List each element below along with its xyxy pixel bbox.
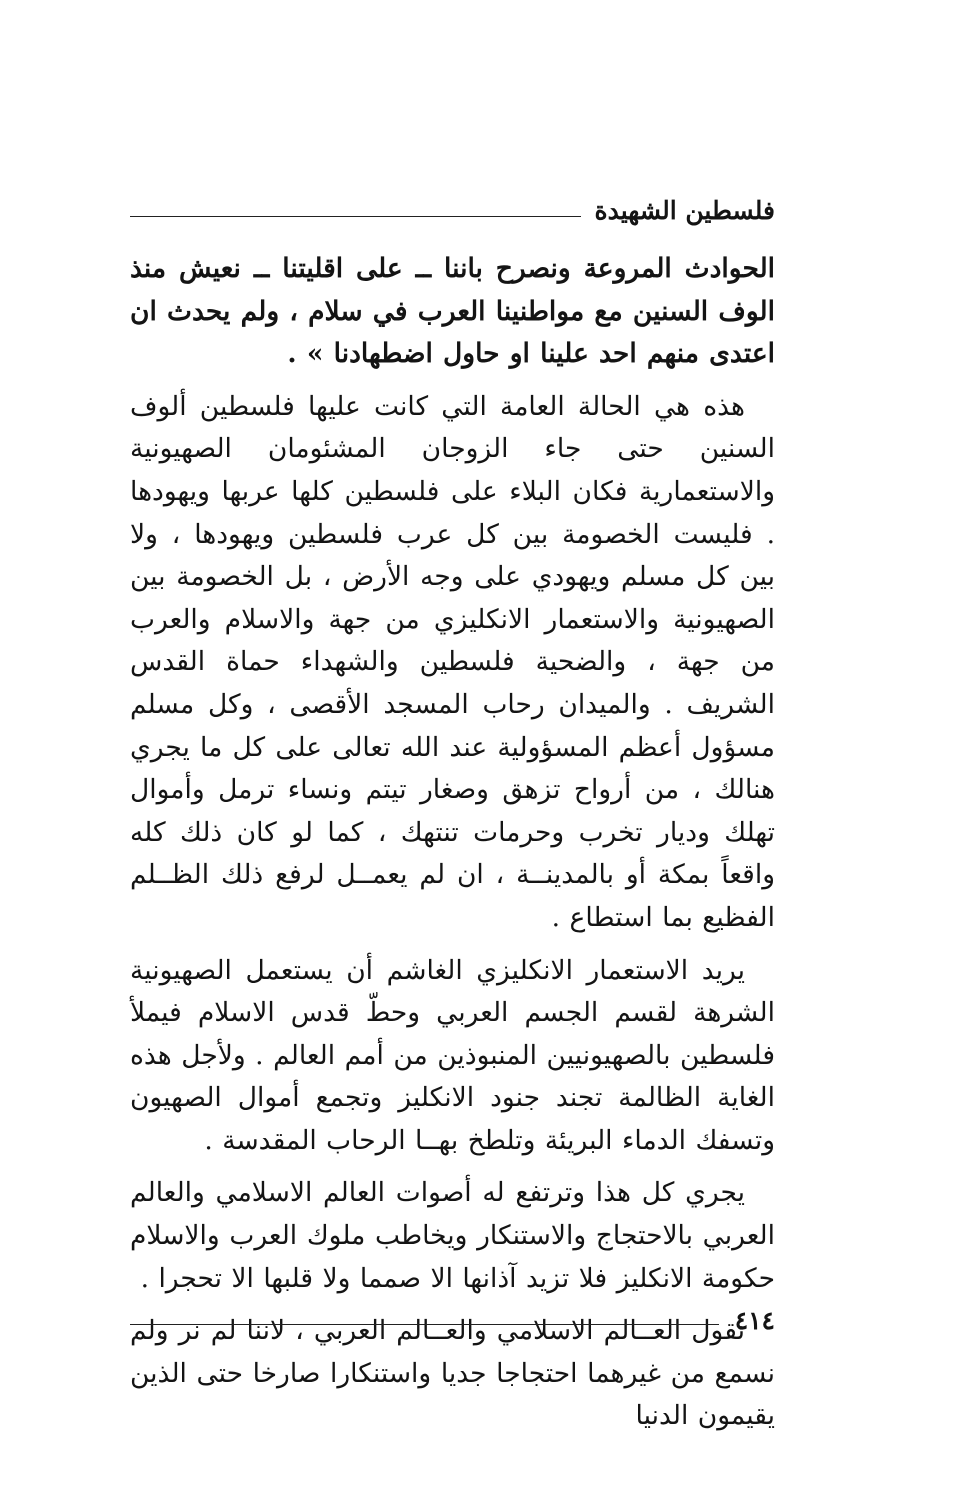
header-rule — [130, 216, 581, 217]
paragraph-gap — [130, 376, 775, 386]
paragraph-gap — [130, 1162, 775, 1172]
paragraph-4: يجري كل هذا وترتفع له أصوات العالم الاسلامي والعالم العربي بالاحتجاج والاستنكار ويخاطب ملوك العرب والاسلام حكومة الانكليز فلا تزيد آذانها الا صمما ولا قلبها الا تحجرا . — [130, 1177, 775, 1294]
paragraph-1: الحوادث المروعة ونصرح باننا ــ على اقليتنا ــ نعيش منذ الوف السنين مع مواطنينا العرب في سلام ، ولم يحدث ان اعتدى منهم احد علينا او حاول اضطهادنا » . — [130, 253, 775, 370]
footer-rule — [130, 1324, 719, 1325]
paragraph-gap — [130, 940, 775, 950]
page-footer — [130, 1300, 775, 1340]
paragraph-5: نقول العــالم الاسلامي والعــالم العربي ، لاننا لم نر ولم نسمع من غيرهما احتجاجا جديا واستنكارا صارخا حتى الذين يقيمون الدنيا — [130, 1315, 775, 1432]
body-text — [130, 248, 775, 1438]
paragraph-2: هذه هي الحالة العامة التي كانت عليها فلسطين ألوف السنين حتى جاء الزوجان المشئومان الصهيونية والاستعمارية فكان البلاء على فلسطين كلها عربها ويهودها . فليست الخصومة بين كل عرب فلسطين ويهودها ، ولا بين كل مسلم ويهودي على وجه الأرض ، بل الخصومة بين الصهيونية والاستعمار الانكليزي من جهة والاسلام والعرب من جهة ، والضحية فلسطين والشهداء حماة القدس الشريف . والميدان رحاب المسجد الأقصى ، وكل مسلم مسؤول أعظم المسؤولية عند الله تعالى على كل ما يجري هنالك ، من أرواح تزهق وصغار تيتم ونساء ترمل وأموال تهلك وديار تخرب وحرمات تنتهك ، كما لو كان ذلك كله واقعاً بمكة أو بالمدينــة ، ان لم يعمــل لرفع ذلك الظــلم الفظيع بما استطاع . — [130, 390, 775, 933]
running-header — [130, 190, 775, 230]
paragraph-3: يريد الاستعمار الانكليزي الغاشم أن يستعمل الصهيونية الشرهة لقسم الجسم العربي وحطّ قدس الاسلام فيملأ فلسطين بالصهيونيين المنبوذين من أمم العالم . ولأجل هذه الغاية الظالمة تجند جنود الانكليز وتجمع أموال الصهيون وتسفك الدماء البريئة وتلطخ بهــا الرحاب المقدسة . — [130, 954, 775, 1156]
page-number: ٤١٤ — [734, 1305, 775, 1335]
running-title: فلسطين الشهيدة — [594, 195, 775, 225]
